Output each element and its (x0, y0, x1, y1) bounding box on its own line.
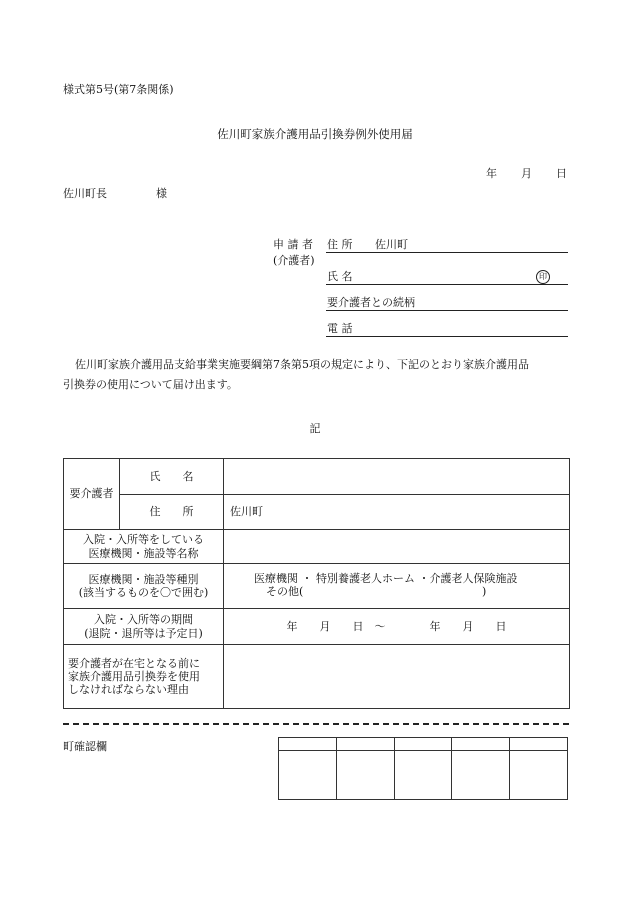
facility-type-label-line1: 医療機関・施設等種別 (88, 572, 199, 586)
applicant-name-label: 氏 名 (327, 270, 353, 283)
period-field[interactable]: 年 月 日 〜 年 月 日 (224, 609, 570, 645)
period-label-line2: (退院・退所等は予定日) (84, 626, 203, 640)
confirm-label: 町確認欄 (63, 740, 107, 753)
facility-type-options: 医療機関 ・ 特別養護老人ホーム ・介護老人保険施設 (254, 571, 518, 585)
applicant-phone-line[interactable] (326, 336, 568, 337)
applicant-address-label: 住 所 (327, 238, 353, 251)
date-day-label: 日 (556, 167, 567, 180)
addressee-honorific: 様 (156, 187, 167, 200)
applicant-address-line[interactable] (326, 252, 568, 253)
addressee-name: 佐川町長 (63, 187, 107, 200)
date-year-label: 年 (486, 167, 497, 180)
recipient-address-label: 住 所 (120, 495, 224, 530)
care-recipient-label: 要介護者 (64, 459, 120, 530)
period-label-line1: 入院・入所等の期間 (94, 613, 193, 627)
confirm-header-cell (452, 738, 510, 751)
confirm-stamp-cell[interactable] (394, 751, 452, 800)
applicant-phone-label: 電 話 (327, 322, 353, 335)
facility-type-label (64, 564, 224, 609)
facility-type-label-line2: (該当するものを〇で囲む) (78, 586, 209, 599)
facility-type-other: その他( (266, 585, 304, 599)
facility-name-label-line1: 入院・入所等をしている (83, 533, 204, 547)
confirm-stamp-cell[interactable] (510, 751, 568, 800)
page-title: 佐川町家族介護用品引換券例外使用届 (217, 127, 413, 141)
dashed-separator (63, 723, 569, 725)
applicant-relation-line[interactable] (326, 310, 568, 311)
confirm-header-cell (279, 738, 337, 751)
confirm-table (278, 737, 568, 800)
confirm-stamp-cell[interactable] (452, 751, 510, 800)
facility-name-field[interactable] (224, 530, 570, 564)
applicant-caregiver-label: (介護者) (273, 254, 315, 267)
body-text-line2: 引換券の使用について届け出ます。 (63, 378, 238, 391)
facility-type-other-close: ) (482, 585, 487, 599)
form-number: 様式第5号(第7条関係) (63, 83, 174, 96)
facility-name-label (64, 530, 224, 564)
date-month-label: 月 (521, 167, 532, 180)
applicant-name-line[interactable] (326, 284, 568, 285)
reason-label-line1: 要介護者が在宅となる前に (68, 656, 200, 670)
facility-name-label-line2: 医療機関・施設等名称 (88, 546, 199, 560)
period-label (64, 609, 224, 645)
recipient-name-label: 氏 名 (120, 459, 224, 495)
applicant-address-value: 佐川町 (375, 238, 408, 251)
confirm-header-cell (336, 738, 394, 751)
ki-heading: 記 (309, 422, 321, 435)
seal-mark: 印 (536, 270, 550, 284)
details-table (63, 458, 570, 709)
applicant-relation-label: 要介護者との続柄 (327, 296, 415, 309)
recipient-name-field[interactable] (224, 459, 570, 495)
recipient-address-field[interactable]: 佐川町 (224, 495, 570, 530)
applicant-label: 申 請 者 (273, 238, 313, 251)
facility-type-field[interactable] (224, 564, 570, 609)
body-text-line1: 佐川町家族介護用品支給事業実施要綱第7条第5項の規定により、下記のとおり家族介護用品 (75, 358, 529, 371)
confirm-header-cell (394, 738, 452, 751)
confirm-header-cell (510, 738, 568, 751)
reason-label-line3: しなければならない理由 (68, 683, 189, 697)
reason-label-line2: 家族介護用品引換券を使用 (68, 669, 200, 683)
reason-label (64, 645, 224, 709)
confirm-stamp-cell[interactable] (336, 751, 394, 800)
reason-field[interactable] (224, 645, 570, 709)
confirm-stamp-cell[interactable] (279, 751, 337, 800)
